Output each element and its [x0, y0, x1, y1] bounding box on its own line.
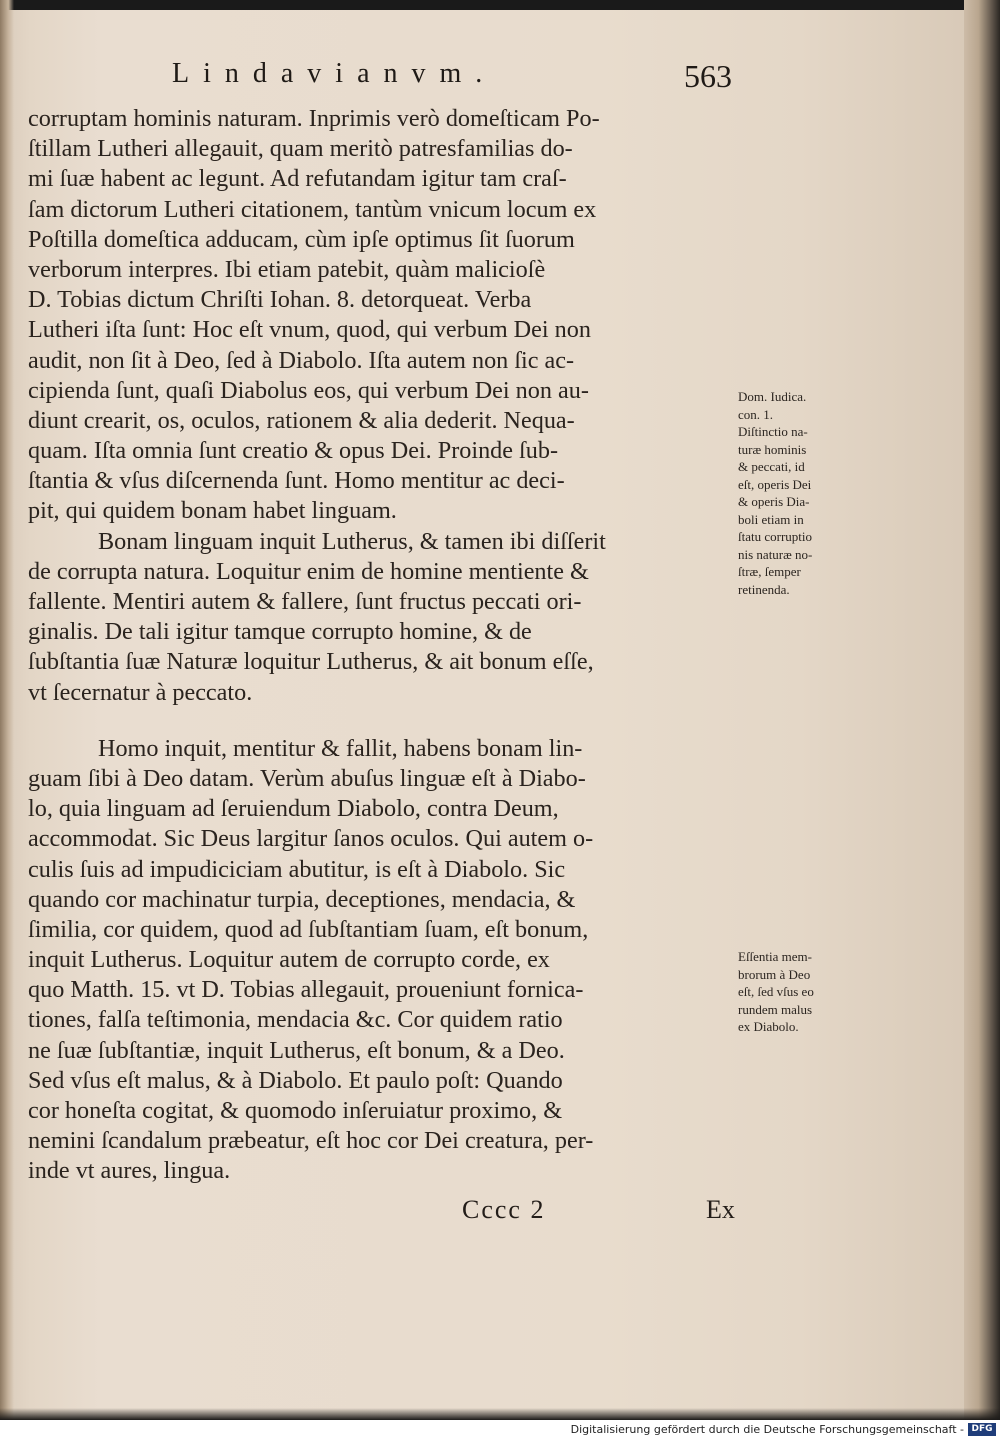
margin-note-line: turæ hominis	[738, 441, 807, 457]
margin-note-line: con. 1.	[738, 406, 774, 422]
scan-bottom-edge	[0, 1408, 1000, 1420]
body-text	[28, 104, 740, 1187]
text-line: fallente. Mentiri autem & fallere, ſunt fructus peccati ori-	[28, 588, 582, 615]
margin-note-line: eſt, operis Dei	[738, 476, 812, 492]
margin-note-line: nis naturæ no-	[738, 546, 813, 562]
margin-note-line: retinenda.	[738, 581, 790, 597]
text-line: inquit Lutherus. Loquitur autem de corrupto corde, ex	[28, 946, 550, 974]
text-line: cor honeſta cogitat, & quomodo inſeruiatur proximo, &	[28, 1097, 563, 1124]
text-line: diunt crearit, os, oculos, rationem & alia dederit. Nequa-	[28, 406, 575, 434]
running-head-title: Lindavianvm.	[172, 58, 497, 89]
digitization-footer	[0, 1420, 1000, 1440]
text-line: Homo inquit, mentitur & fallit, habens bonam lin-	[98, 734, 583, 762]
margin-note-line: ex Diabolo.	[738, 1019, 799, 1034]
text-line: nemini ſcandalum præbeatur, eſt hoc cor Dei creatura, per-	[28, 1127, 594, 1155]
signature-mark: Cccc 2	[462, 1195, 546, 1224]
text-line: mi ſuæ habent ac legunt. Ad refutandam igitur tam craſ-	[28, 165, 567, 193]
text-line: Poſtilla domeſtica adducam, cùm ipſe optimus ſit ſuorum	[28, 225, 575, 253]
text-line: ginalis. De tali igitur tamque corrupto homine, & de	[28, 618, 532, 646]
catchword: Ex	[706, 1195, 735, 1224]
text-line: quo Matth. 15. vt D. Tobias allegauit, proueniunt fornica-	[28, 976, 584, 1004]
margin-note-line: brorum à Deo	[738, 966, 811, 982]
margin-note-line: boli etiam in	[738, 511, 804, 527]
text-line: ſtillam Lutheri allegauit, quam meritò patresfamilias do-	[28, 135, 573, 163]
text-line: vt ſecernatur à peccato.	[28, 678, 253, 706]
margin-note-line: Eſſentia mem-	[738, 949, 813, 964]
dfg-logo: DFG	[968, 1423, 996, 1436]
text-line: Lutheri iſta ſunt: Hoc eſt vnum, quod, qui verbum Dei non	[28, 316, 591, 344]
text-line: de corrupta natura. Loquitur enim de homine mentiente &	[28, 557, 589, 585]
text-line: D. Tobias dictum Chriſti Iohan. 8. detorqueat. Verba	[28, 286, 532, 314]
text-line: tiones, falſa teſtimonia, mendacia &c. Cor quidem ratio	[28, 1006, 563, 1034]
text-line: ſubſtantia ſuæ Naturæ loquitur Lutherus, & ait bonum eſſe,	[28, 648, 594, 676]
catch-line	[0, 1195, 1000, 1231]
margin-note-line: rundem malus	[738, 1001, 813, 1017]
margin-note-line: & operis Dia-	[738, 494, 810, 509]
text-line: lo, quia linguam ad ſeruiendum Diabolo, contra Deum,	[28, 795, 559, 823]
text-line: ſam dictorum Lutheri citationem, tantùm vnicum locum ex	[28, 195, 597, 223]
margin-note-line: ſtræ, ſemper	[738, 564, 801, 579]
text-line: cipienda ſunt, quaſi Diabolus eos, qui verbum Dei non au-	[28, 376, 589, 404]
text-line: culis ſuis ad impudiciciam abutitur, is eſt à Diabolo. Sic	[28, 855, 566, 883]
scan-top-edge	[0, 0, 1000, 10]
margin-note-line: Diſtinctio na-	[738, 424, 808, 439]
page-number: 563	[684, 58, 732, 94]
text-line: inde vt aures, lingua.	[28, 1157, 231, 1185]
text-line: Sed vſus eſt malus, & à Diabolo. Et paulo poſt: Quando	[28, 1066, 563, 1094]
margin-note-line: Dom. Iudica.	[738, 389, 807, 404]
text-line: ſimilia, cor quidem, quod ad ſubſtantiam ſuam, eſt bonum,	[28, 915, 589, 943]
text-line: corruptam hominis naturam. Inprimis verò domeſticam Po-	[28, 105, 600, 132]
text-line: ſtantia & vſus diſcernenda ſunt. Homo mentitur ac deci-	[28, 467, 565, 495]
margin-note-line: & peccati, id	[738, 459, 805, 474]
margin-note-line: ſtatu corruptio	[738, 529, 813, 544]
text-line: verborum interpres. Ibi etiam patebit, quàm malicioſè	[28, 255, 546, 283]
text-line: pit, qui quidem bonam habet linguam.	[28, 497, 397, 525]
running-head	[172, 58, 732, 98]
text-line: ne ſuæ ſubſtantiæ, inquit Lutherus, eſt bonum, & a Deo.	[28, 1036, 565, 1064]
margin-note-distinctio	[738, 388, 866, 598]
text-line: quam. Iſta omnia ſunt creatio & opus Dei. Proinde ſub-	[28, 437, 558, 465]
text-line: accommodat. Sic Deus largitur ſanos oculos. Qui autem o-	[28, 825, 594, 853]
footer-credit: Digitalisierung gefördert durch die Deutsche Forschungsgemeinschaft -	[570, 1423, 964, 1436]
text-line: audit, non ſit à Deo, ſed à Diabolo. Iſta autem non ſic ac-	[28, 346, 575, 374]
text-line: quando cor machinatur turpia, deceptiones, mendacia, &	[28, 885, 576, 913]
margin-note-essentia	[738, 948, 866, 1036]
paragraph-gap	[28, 708, 740, 734]
text-line: Bonam linguam inquit Lutherus, & tamen ibi diſſerit	[98, 527, 606, 555]
margin-note-line: eſt, ſed vſus eo	[738, 984, 814, 999]
text-line: guam ſibi à Deo datam. Verùm abuſus linguæ eſt à Diabo-	[28, 764, 586, 792]
